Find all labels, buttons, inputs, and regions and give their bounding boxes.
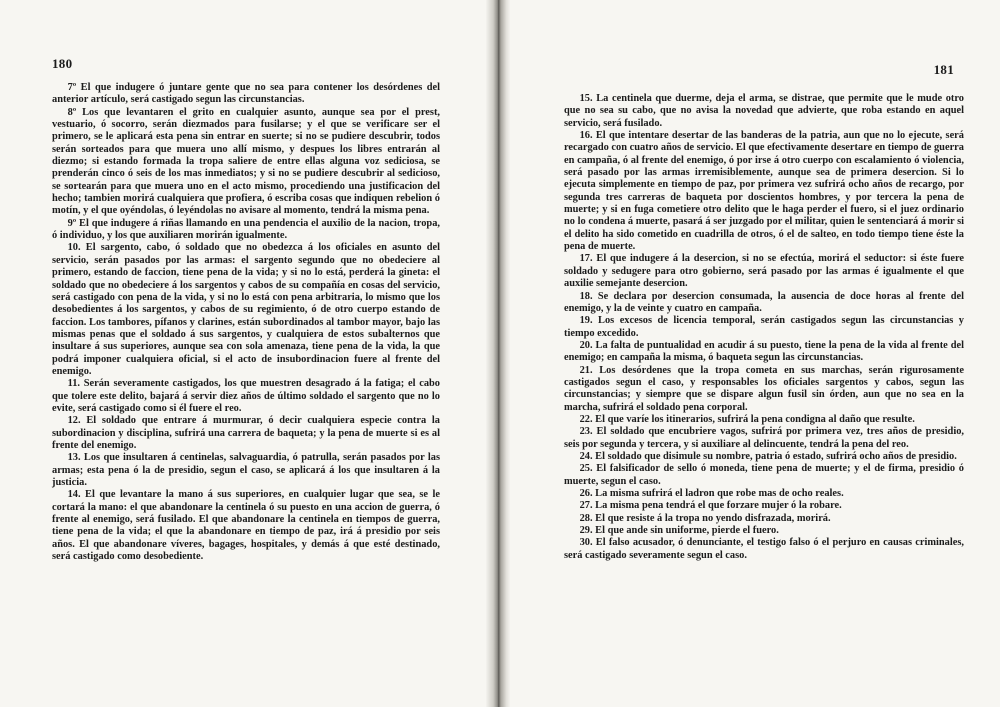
paragraph-12: 12. El soldado que entrare á murmurar, ó decir cualquiera especie contra la subordinacion y disciplina, sufrirá una carrera de baqueta; y la pena de muerte si es al frente del enemigo. bbox=[52, 415, 440, 451]
right-page-text bbox=[564, 93, 964, 562]
paragraph-8: 8º Los que levantaren el grito en cualquier asunto, aunque sea por el prest, vestuario, ó socorro, serán diezmados para fusilarse; y el que se verificare ser el primero, se le aplicará esta pena sin entrar en suerte; si no se pudiere descubrir, todos serán sorteados para que muera uno allí mismo, y despues los libres entrarán al diezmo; si estando formada la tropa saliere de entre ellas alguna voz sediciosa, se prenderán cinco ó seis de los mas inmediatos; y si no se pudiere descubrir al sedicioso, se sortearán para que muera uno en el acto mismo, procediendo una justificacion del hecho; tambien morirá cualquiera que profiera, ó escriba cosas que indiquen rebelion ó motín, y el que oyéndolas, ó leyéndolas no avisare al momento, tendrá la misma pena. bbox=[52, 106, 440, 217]
paragraph-30: 30. El falso acusador, ó denunciante, el testigo falso ó el perjuro en causas criminales, será castigado severamente segun el caso. bbox=[564, 537, 964, 561]
left-page bbox=[0, 0, 492, 707]
paragraph-27: 27. La misma pena tendrá el que forzare mujer ó la robare. bbox=[579, 500, 842, 512]
paragraph-11: 11. Serán severamente castigados, los que muestren desagrado á la fatiga; el cabo que tolere este delito, bajará á servir diez años de último soldado el sargento que no lo evite, será castigado como si él fuere el reo. bbox=[52, 378, 440, 414]
paragraph-21: 21. Los desórdenes que la tropa cometa en sus marchas, serán rigurosamente castigados segun el caso, y responsables los oficiales sargentos y cabos, segun las circunstancias; y siempre que se dispare algun fusil sin órden, aun que no sea en la marcha, sufrirá el soldado pena corporal. bbox=[564, 364, 964, 413]
paragraph-25: 25. El falsificador de sello ó moneda, tiene pena de muerte; y el de firma, presidio ó muerte, segun el caso. bbox=[564, 463, 964, 487]
paragraph-9: 9º El que indugere á riñas llamando en una pendencia el auxilio de la nacion, tropa, ó individuo, y los que auxiliaren morirán igualmente. bbox=[52, 217, 440, 242]
right-page bbox=[504, 0, 1000, 707]
paragraph-26: 26. La misma sufrirá el ladron que robe mas de ocho reales. bbox=[579, 488, 844, 499]
paragraph-18: 18. Se declara por desercion consumada, la ausencia de doce horas al frente del enemigo, y la de veinte y cuatro en campaña. bbox=[564, 290, 964, 314]
paragraph-17: 17. El que indugere á la desercion, si no se efectúa, morirá el seductor: si éste fuere soldado y sedugere para otro gobierno, será pasado por las armas é igualmente el que auxilie semejante desercion. bbox=[564, 253, 964, 290]
paragraph-14: 14. El que levantare la mano á sus superiores, en cualquier lugar que sea, se le cortará la mano: el que abandonare la centinela ó su puesto en una accion de guerra, ó frente al enemigo, será fusilado. El que abandonare la centinela en tiempos de guerra, tiene pena de la vida; el que la abandonare en tiempo de paz, irá á presidio por seis años. El que abandonare víveres, bagages, hospitales, y demás á que esté destinado, será castigado como desobediente. bbox=[52, 489, 440, 563]
paragraph-29: 29. El que ande sin uniforme, pierde el fuero. bbox=[579, 525, 779, 537]
paragraph-13: 13. Los que insultaren á centinelas, salvaguardia, ó patrulla, serán pasados por las armas; esta pena ó la de presidio, segun el caso, se aplicará á los que insultaren á la justicia. bbox=[52, 452, 440, 488]
paragraph-28: 28. El que resiste á la tropa no yendo disfrazada, morirá. bbox=[579, 512, 831, 524]
page-number-right: 181 bbox=[933, 62, 954, 77]
paragraph-19: 19. Los excesos de licencia temporal, serán castigados segun las circunstancias y tiempo excedido. bbox=[564, 315, 964, 339]
paragraph-24: 24. El soldado que disimule su nombre, patria ó estado, sufrirá ocho años de presidio. bbox=[579, 450, 957, 462]
book-gutter bbox=[486, 0, 510, 707]
paragraph-23: 23. El soldado que encubriere vagos, sufrirá por primera vez, tres años de presidio, seis por segunda y tercera, y si auxiliare al delincuente, tendrá la pena del reo. bbox=[564, 426, 964, 450]
paragraph-16: 16. El que intentare desertar de las banderas de la patria, aun que no lo ejecute, será recargado con cuatro años de servicio. El que efectivamente desertare en tiempo de guerra en campaña, ó al frente del enemigo, ó por irse á otro cuerpo con escalamiento ó violencia, será pasado por las armas irremisiblemente, aunque sea de primera desercion. Si lo ejecuta simplemente en tiempo de paz, por primera vez sufrirá ocho años de recargo, por segunda tres carreras de baqueta por doscientos hombres, y por tercera la pena de muerte; y si en fuga cometiere otro delito que le haga perder el fuero, si el juez ordinario no lo condena á muerte, pasará á ser juzgado por el militar, quien le sentenciará á morir si el delito ha sido cometido en cuadrilla de otros, ó el de salteo, en todo tiempo tiene éste la pena de muerte. bbox=[564, 130, 964, 253]
page-number-left: 180 bbox=[52, 56, 73, 71]
paragraph-10: 10. El sargento, cabo, ó soldado que no obedezca á los oficiales en asunto del servicio, serán pasados por las armas: el sargento segundo que no obedeciere al primero, estando de faccion, tiene pena de la vida; y si no lo está, perderá la gineta: el soldado que no obedeciere á los sargentos y cabos de su compañía en cosas del servicio, será castigado con pena de la vida, y si no lo está con pena arbitraria, lo mismo que los desobedientes á los sargentos, y cabos de su regimiento, ó de otro cuerpo estando de faccion. Los tambores, pífanos y clarines, están subordinados al tambor mayor, bajo las mismas penas que el soldado á sus sargentos, y cualquiera de estos subalternos que insultare á sus superiores, aunque sea con sola amenaza, tiene pena de la vida, la que podrá imponer cualquiera oficial, si el acto de insubordinacion fuere al frente del enemigo. bbox=[52, 242, 440, 377]
left-page-text bbox=[52, 82, 440, 563]
paragraph-20: 20. La falta de puntualidad en acudir á su puesto, tiene la pena de la vida al frente del enemigo; en campaña la misma, ó baqueta segun las circunstancias. bbox=[564, 339, 964, 364]
paragraph-22: 22. El que varíe los itinerarios, sufrirá la pena condigna al daño que resulte. bbox=[579, 413, 915, 425]
paragraph-15: 15. La centinela que duerme, deja el arma, se distrae, que permite que le mude otro que no sea su cabo, que no avisa la novedad que advierte, que roba estando en aquel servicio, será fusilado. bbox=[564, 93, 964, 129]
paragraph-7: 7º El que indugere ó juntare gente que no sea para contener los desórdenes del anterior artículo, será castigado segun las circunstancias. bbox=[52, 82, 440, 106]
